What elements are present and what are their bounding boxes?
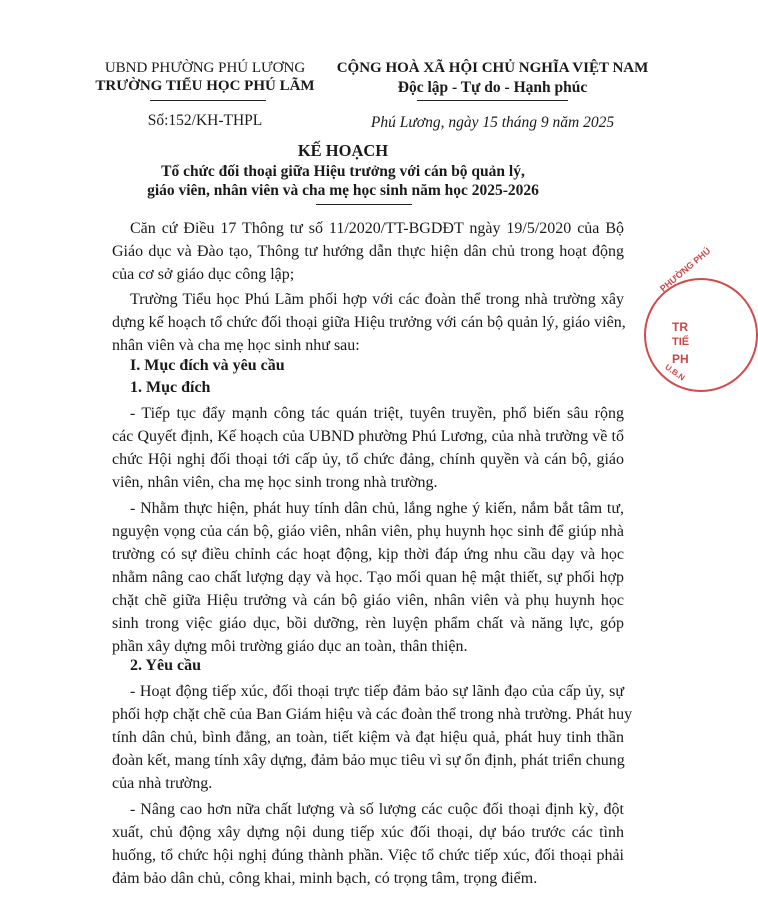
- title-underline: [316, 204, 412, 205]
- paragraph-line: nhằm nâng cao chất lượng dạy và học. Tạo mối quan hệ mật thiết, sự phối hợp: [112, 569, 624, 586]
- paragraph-line: sinh trong việc giáo dục, bồi dưỡng, rèn luyện phẩm chất và năng lực, góp: [112, 615, 624, 632]
- motto-underline: [417, 100, 568, 101]
- paragraph-line: nguyện vọng của cán bộ, giáo viên, nhân viên, phụ huynh học sinh để giúp nhà: [112, 523, 624, 540]
- document-subtitle-2: giáo viên, nhân viên và cha mẹ học sinh năm học 2025-2026: [147, 182, 539, 199]
- section-heading: I. Mục đích và yêu cầu: [130, 357, 285, 374]
- paragraph-line: phần xây dựng môi trường giáo dục an toàn, thân thiện.: [112, 638, 468, 655]
- issuer-unit: UBND PHƯỜNG PHÚ LƯƠNG: [104, 60, 306, 76]
- place-date: Phú Lương, ngày 15 tháng 9 năm 2025: [370, 114, 615, 131]
- seal-arc-text: PHƯỜNG PHÚ: [658, 245, 713, 294]
- subsection-heading: 1. Mục đích: [130, 379, 211, 396]
- paragraph-line: Giáo dục và Đào tạo, Thông tư hướng dẫn thực hiện dân chủ trong hoạt động: [112, 243, 624, 260]
- issuer-school: TRƯỜNG TIỂU HỌC PHÚ LÃM: [95, 78, 315, 94]
- paragraph-line: đảm bảo dân chủ, công khai, minh bạch, có trọng tâm, trọng điểm.: [112, 870, 538, 887]
- paragraph-line: viên, nhân viên, cha mẹ học sinh trong nhà trường.: [112, 474, 438, 491]
- document-number: Số:152/KH-THPL: [147, 112, 263, 129]
- seal-text-line: PH: [672, 352, 689, 366]
- paragraph-line: các Quyết định, Kế hoạch của UBND phường Phú Lương, của nhà trường về tổ: [112, 428, 624, 445]
- official-seal: [644, 245, 758, 392]
- paragraph-line: nhân viên và cha mẹ học sinh như sau:: [112, 337, 360, 354]
- paragraph-line: phối hợp chặt chẽ của Ban Giám hiệu và các đoàn thể trong nhà trường. Phát huy: [112, 706, 633, 723]
- paragraph-line: Trường Tiểu học Phú Lãm phối hợp với các đoàn thể trong nhà trường xây: [130, 291, 624, 308]
- document-title: KẾ HOẠCH: [297, 141, 389, 160]
- paragraph-line: của cơ sở giáo dục công lập;: [112, 266, 295, 283]
- seal-text-line: TR: [672, 320, 688, 334]
- paragraph-line: - Tiếp tục đẩy mạnh công tác quán triệt, tuyên truyền, phổ biến sâu rộng: [130, 405, 624, 422]
- paragraph-line: tính dân chủ, bình đẳng, an toàn, tiết kiệm và đạt hiệu quả, phát huy tinh thần: [112, 729, 624, 746]
- national-title: CỘNG HOÀ XÃ HỘI CHỦ NGHĨA VIỆT NAM: [336, 60, 649, 76]
- paragraph-line: - Nâng cao hơn nữa chất lượng và số lượng các cuộc đối thoại định kỳ, đột: [130, 801, 624, 818]
- seal-arc-text-bottom: U.B.N: [663, 362, 687, 383]
- paragraph-line: xuất, chủ động xây dựng nội dung tiếp xúc đối thoại, dự báo trước các tình: [112, 824, 624, 841]
- paragraph-line: đoàn kết, mang tính xây dựng, đảm bảo mục tiêu vì sự ổn định, phát triển chung: [112, 752, 625, 769]
- paragraph-line: trường có sự điều chỉnh các hoạt động, kịp thời đáp ứng nhu cầu dạy và học: [112, 546, 624, 563]
- seal-text-line: TIỂ: [672, 336, 690, 348]
- paragraph-line: của nhà trường.: [112, 775, 213, 792]
- paragraph-line: - Hoạt động tiếp xúc, đối thoại trực tiếp đảm bảo sự lãnh đạo của cấp ủy, sự: [130, 683, 624, 700]
- paragraph-line: chặt chẽ giữa Hiệu trưởng và cán bộ giáo viên, nhân viên và phụ huynh học: [112, 592, 624, 609]
- paragraph-line: Căn cứ Điều 17 Thông tư số 11/2020/TT-BGDĐT ngày 19/5/2020 của Bộ: [130, 220, 624, 237]
- document-subtitle-1: Tổ chức đối thoại giữa Hiệu trưởng với cán bộ quản lý,: [161, 163, 525, 180]
- paragraph-line: - Nhằm thực hiện, phát huy tính dân chủ, lắng nghe ý kiến, nắm bắt tâm tư,: [130, 500, 624, 517]
- paragraph-line: dựng kế hoạch tổ chức đối thoại giữa Hiệu trưởng với cán bộ quản lý, giáo viên,: [112, 314, 626, 331]
- paragraph-line: huống, tổ chức hội nghị đúng thành phần. Việc tổ chức tiếp xúc, đối thoại phải: [112, 847, 624, 864]
- subsection-heading: 2. Yêu cầu: [130, 657, 201, 674]
- issuer-underline: [150, 100, 266, 101]
- national-motto: Độc lập - Tự do - Hạnh phúc: [397, 79, 588, 96]
- paragraph-line: chức Hội nghị đối thoại tới cấp ủy, tổ chức đảng, chính quyền và cán bộ, giáo: [112, 451, 624, 468]
